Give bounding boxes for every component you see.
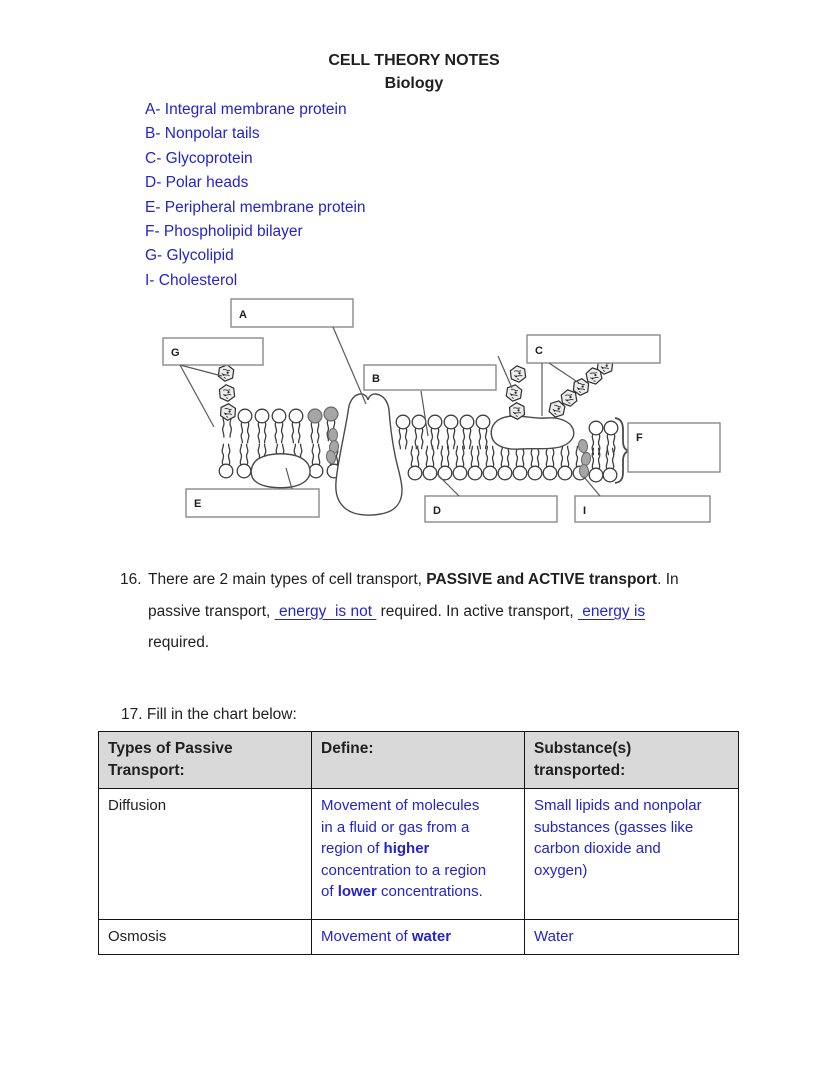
osmosis-define-bold-water: water [411, 928, 452, 945]
page-subtitle: Biology [384, 75, 444, 92]
label-letter-f: F [636, 432, 643, 444]
diffusion-define-bold-lower: lower [337, 883, 377, 900]
legend-item-f: F- Phospholipid bilayer [145, 223, 303, 241]
cell-diffusion-substances [525, 789, 739, 920]
label-letter-e: E [194, 498, 202, 510]
label-box-i [575, 496, 710, 522]
cell-membrane-diagram [150, 290, 730, 545]
label-box-a [231, 299, 353, 327]
q16-text: There are 2 main types of cell transport, [148, 571, 427, 588]
legend-item-e: E- Peripheral membrane protein [145, 198, 366, 216]
glycoprotein-chain [506, 357, 614, 420]
header-substances-line1: Substance(s) [534, 740, 632, 757]
diffusion-define-line3-text: region of [321, 840, 384, 857]
legend-item-c: C- Glycoprotein [145, 149, 253, 167]
answer-legend [145, 98, 366, 293]
legend-item-d: D- Polar heads [145, 174, 249, 192]
diffusion-substances-line3: carbon dioxide and [534, 840, 661, 857]
question-17-label: 17. Fill in the chart below: [121, 706, 297, 723]
diffusion-define-line5-text: of [321, 883, 338, 900]
diffusion-substances-line4: oxygen) [534, 861, 588, 879]
diffusion-substances-line2: substances (gasses like [534, 818, 694, 836]
diffusion-define-line1: Movement of molecules [321, 797, 480, 814]
label-box-g [163, 338, 263, 365]
q16-line3 [120, 627, 760, 659]
header-types-line1: Types of Passive [108, 740, 233, 757]
integral-protein-shape [336, 394, 402, 515]
table-header-row [99, 732, 739, 789]
legend-item-i: I- Cholesterol [145, 271, 238, 289]
table-row-diffusion [99, 789, 739, 920]
label-letter-g: G [171, 347, 180, 359]
header-types [99, 732, 312, 789]
q16-blank-2: energy is [577, 602, 646, 620]
diffusion-substances-line1: Small lipids and nonpolar [534, 797, 702, 814]
osmosis-define-text: Movement of [321, 928, 412, 945]
diffusion-define-line4: concentration to a region [321, 861, 487, 879]
header-substances [525, 732, 739, 789]
label-letter-c: C [535, 345, 543, 357]
cell-osmosis-name: Osmosis [99, 920, 312, 955]
header-define [312, 732, 525, 789]
cell-osmosis-define [312, 920, 525, 955]
legend-item-a: A- Integral membrane protein [145, 101, 347, 118]
glycolipid-chain [218, 364, 236, 438]
q16-text2: passive transport, [148, 602, 275, 620]
label-letter-a: A [239, 309, 247, 321]
label-box-c [527, 335, 660, 363]
q16-number: 16. [120, 571, 142, 588]
passive-transport-table [98, 731, 739, 955]
q16-line1 [120, 564, 760, 596]
label-box-b [364, 365, 496, 390]
legend-item-b: B- Nonpolar tails [145, 125, 260, 143]
cell-diffusion-name: Diffusion [99, 789, 312, 920]
diffusion-define-line3 [321, 838, 516, 860]
label-box-f [628, 423, 720, 472]
cell-osmosis-substances: Water [525, 920, 739, 955]
page-title: CELL THEORY NOTES [328, 52, 500, 69]
peripheral-protein-shape [251, 454, 310, 488]
label-letter-d: D [433, 505, 441, 517]
header-types-line2: Transport: [108, 762, 185, 779]
diffusion-define-line5 [321, 881, 516, 903]
diffusion-define-bold-higher: higher [383, 840, 430, 857]
glycoprotein-shape [491, 416, 574, 449]
q16-line2 [120, 596, 760, 628]
diffusion-define-line2: in a fluid or gas from a [321, 818, 470, 836]
q16-text3: required. In active transport, [376, 602, 578, 620]
q16-blank-1: energy is not [274, 602, 377, 620]
table-row-osmosis [99, 920, 739, 955]
header-define-line1: Define: [321, 740, 374, 757]
q16-bold-text: PASSIVE and ACTIVE transport [426, 571, 658, 588]
diffusion-define-line5-end: concentrations. [376, 883, 483, 900]
q16-text4: required. [148, 634, 210, 651]
legend-item-g: G- Glycolipid [145, 247, 234, 265]
label-letter-b: B [372, 373, 380, 385]
label-box-d [425, 496, 557, 522]
cell-diffusion-define [312, 789, 525, 920]
question-16 [120, 564, 760, 659]
label-letter-i: I [583, 505, 587, 517]
title-block [0, 49, 828, 95]
label-box-e [186, 489, 319, 517]
q16-text-after: . In [657, 571, 679, 588]
header-substances-line2: transported: [534, 762, 626, 779]
